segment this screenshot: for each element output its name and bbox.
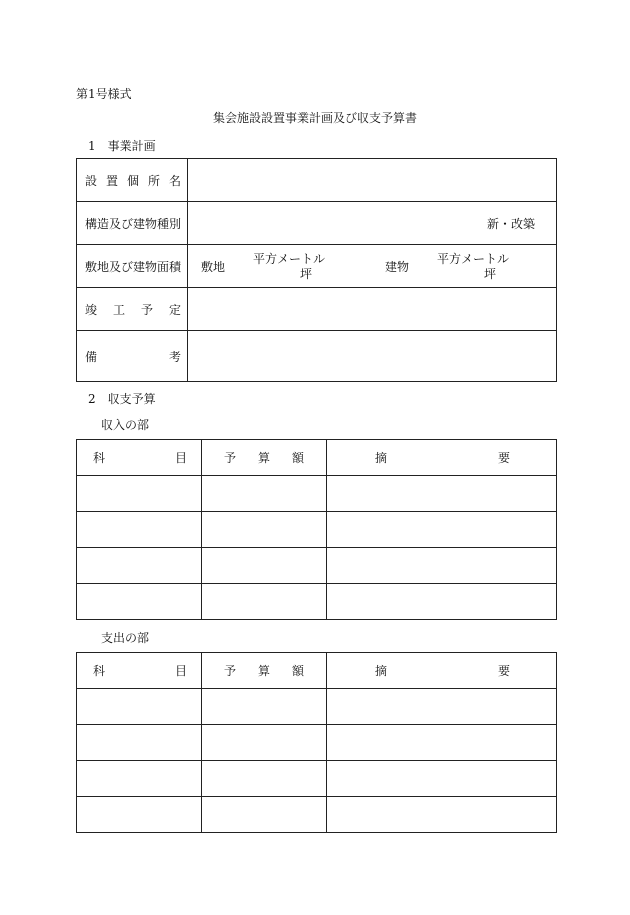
item-cell[interactable] [77, 548, 202, 584]
location-label-char: 置 [105, 173, 118, 188]
location-label [77, 159, 188, 202]
location-value-cell[interactable] [188, 159, 557, 202]
amount-cell[interactable] [202, 725, 327, 761]
item-column-header: 科 目 [77, 653, 202, 689]
remarks-value-cell[interactable] [188, 331, 557, 382]
structure-value-cell[interactable] [188, 202, 557, 245]
amount-cell[interactable] [202, 761, 327, 797]
summary-cell[interactable] [327, 761, 557, 797]
area-value-cell[interactable] [188, 245, 557, 288]
summary-cell[interactable] [327, 476, 557, 512]
completion-label [77, 288, 188, 331]
location-row [77, 159, 557, 202]
expense-header-row [77, 653, 557, 689]
location-label-char: 個 [126, 173, 139, 188]
amount-cell[interactable] [202, 512, 327, 548]
completion-label-char: 定 [168, 302, 181, 317]
summary-cell[interactable] [327, 512, 557, 548]
completion-label-char: 予 [140, 302, 153, 317]
summary-column-header: 摘 要 [327, 440, 557, 476]
completion-row [77, 288, 557, 331]
site-label: 敷地 [201, 260, 226, 274]
remarks-label-char: 備 [85, 349, 98, 364]
completion-label-char: 工 [112, 302, 125, 317]
amount-cell[interactable] [202, 689, 327, 725]
expense-row [77, 689, 557, 725]
building-label: 建物 [385, 260, 410, 274]
income-row [77, 512, 557, 548]
summary-cell[interactable] [327, 584, 557, 620]
area-label: 敷地及び建物面積 [77, 245, 188, 288]
amount-cell[interactable] [202, 797, 327, 833]
location-label-char: 名 [168, 173, 181, 188]
form-number: 第1号様式 [76, 87, 132, 101]
expense-row [77, 797, 557, 833]
item-cell[interactable] [77, 761, 202, 797]
amount-cell[interactable] [202, 584, 327, 620]
income-heading: 収入の部 [101, 418, 150, 432]
project-plan-table [76, 158, 557, 382]
item-cell[interactable] [77, 725, 202, 761]
section1-heading: 1 事業計画 [88, 139, 156, 153]
amount-cell[interactable] [202, 476, 327, 512]
income-header-row [77, 440, 557, 476]
expense-table [76, 652, 557, 833]
completion-value-cell[interactable] [188, 288, 557, 331]
section2-heading: 2 収支予算 [88, 392, 156, 406]
income-table [76, 439, 557, 620]
item-cell[interactable] [77, 689, 202, 725]
new-renovation-note: 新・改築 [486, 217, 535, 231]
summary-column-header: 摘 要 [327, 653, 557, 689]
summary-cell[interactable] [327, 548, 557, 584]
item-cell[interactable] [77, 584, 202, 620]
amount-column-header: 予 算 額 [202, 440, 327, 476]
item-cell[interactable] [77, 476, 202, 512]
item-column-header: 科 目 [77, 440, 202, 476]
site-unit-sqm: 平方メートル [253, 252, 326, 266]
building-unit-sqm: 平方メートル [437, 252, 510, 266]
summary-cell[interactable] [327, 797, 557, 833]
structure-row [77, 202, 557, 245]
amount-cell[interactable] [202, 548, 327, 584]
location-label-char: 所 [147, 173, 160, 188]
remarks-label [77, 331, 188, 382]
structure-label: 構造及び建物種別 [77, 202, 188, 245]
item-cell[interactable] [77, 512, 202, 548]
item-cell[interactable] [77, 797, 202, 833]
amount-column-header: 予 算 額 [202, 653, 327, 689]
income-row [77, 548, 557, 584]
site-unit-tsubo: 坪 [300, 267, 313, 281]
expense-row [77, 761, 557, 797]
completion-label-char: 竣 [85, 302, 98, 317]
summary-cell[interactable] [327, 689, 557, 725]
income-row [77, 476, 557, 512]
summary-cell[interactable] [327, 725, 557, 761]
document-title: 集会施設設置事業計画及び収支予算書 [212, 111, 417, 125]
expense-row [77, 725, 557, 761]
income-row [77, 584, 557, 620]
remarks-row [77, 331, 557, 382]
location-label-char: 設 [85, 173, 98, 188]
remarks-label-char: 考 [168, 349, 181, 364]
expense-heading: 支出の部 [101, 631, 150, 645]
building-unit-tsubo: 坪 [484, 267, 497, 281]
area-row [77, 245, 557, 288]
